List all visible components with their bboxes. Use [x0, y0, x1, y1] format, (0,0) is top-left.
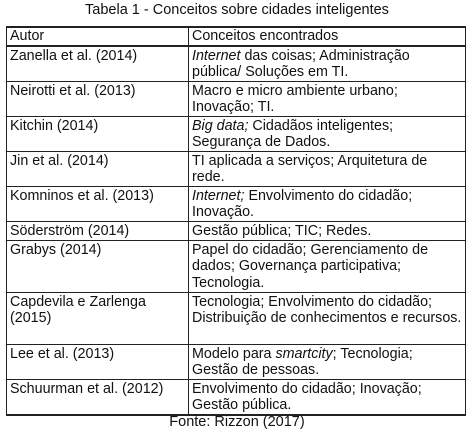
concept-segment: Modelo para [192, 345, 276, 362]
author-cell: Kitchin (2014) [7, 116, 189, 151]
author-cell: Jin et al. (2014) [7, 151, 189, 186]
header-author: Autor [7, 27, 189, 46]
concepts-cell [189, 151, 466, 186]
author-cell: Grabys (2014) [7, 240, 189, 292]
concept-segment: Cidadãos inteligentes; Segurança de Dados. [192, 117, 394, 150]
concept-segment: Gestão pública; TIC; Redes. [192, 222, 372, 239]
concept-segment: Internet [192, 47, 241, 64]
concept-segment: Envolvimento do cidadão; Inovação; Gestão pública. [192, 380, 422, 413]
table-row [7, 344, 466, 379]
concept-segment: Big data; [192, 117, 249, 134]
table-row [7, 379, 466, 415]
table-row [7, 116, 466, 151]
table-row [7, 151, 466, 186]
table-row [7, 186, 466, 221]
concept-segment: Internet; [192, 187, 245, 204]
table-row [7, 240, 466, 292]
author-cell: Lee et al. (2013) [7, 344, 189, 379]
concept-segment: das coisas; Administração pública/ Soluções em TI. [192, 47, 410, 80]
author-cell: Capdevila e Zarlenga (2015) [7, 292, 189, 344]
concepts-cell [189, 46, 466, 82]
concept-segment: Envolvimento do cidadão; Inovação. [192, 187, 413, 220]
concepts-cell [189, 186, 466, 221]
concepts-table [6, 26, 466, 416]
author-cell: Komninos et al. (2013) [7, 186, 189, 221]
concepts-cell [189, 292, 466, 344]
table-header-row [7, 27, 466, 46]
table-row [7, 292, 466, 344]
concept-segment: ; Tecnologia; Gestão de pessoas. [192, 345, 413, 378]
table-row [7, 46, 466, 82]
table-title: Tabela 1 - Conceitos sobre cidades inteligentes [85, 2, 389, 18]
author-cell: Söderström (2014) [7, 221, 189, 240]
concept-segment: TI aplicada a serviços; Arquitetura de rede. [192, 152, 428, 185]
author-cell: Schuurman et al. (2012) [7, 379, 189, 415]
concepts-cell [189, 221, 466, 240]
concept-segment: Tecnologia; Envolvimento do cidadão; Distribuição de conhecimentos e recursos. [192, 293, 462, 326]
author-cell: Zanella et al. (2014) [7, 46, 189, 82]
concepts-cell [189, 240, 466, 292]
concept-segment: Papel do cidadão; Gerenciamento de dados; Governança participativa; Tecnologia. [192, 241, 429, 291]
table-row [7, 221, 466, 240]
author-cell: Neirotti et al. (2013) [7, 81, 189, 116]
header-concepts: Conceitos encontrados [189, 27, 466, 46]
concepts-cell [189, 81, 466, 116]
table-source: Fonte: Rizzon (2017) [169, 414, 305, 430]
concepts-cell [189, 344, 466, 379]
concepts-cell [189, 379, 466, 415]
table-row [7, 81, 466, 116]
concepts-cell [189, 116, 466, 151]
concept-segment: Macro e micro ambiente urbano; Inovação; TI. [192, 82, 398, 115]
concept-segment: smartcity [275, 345, 333, 362]
